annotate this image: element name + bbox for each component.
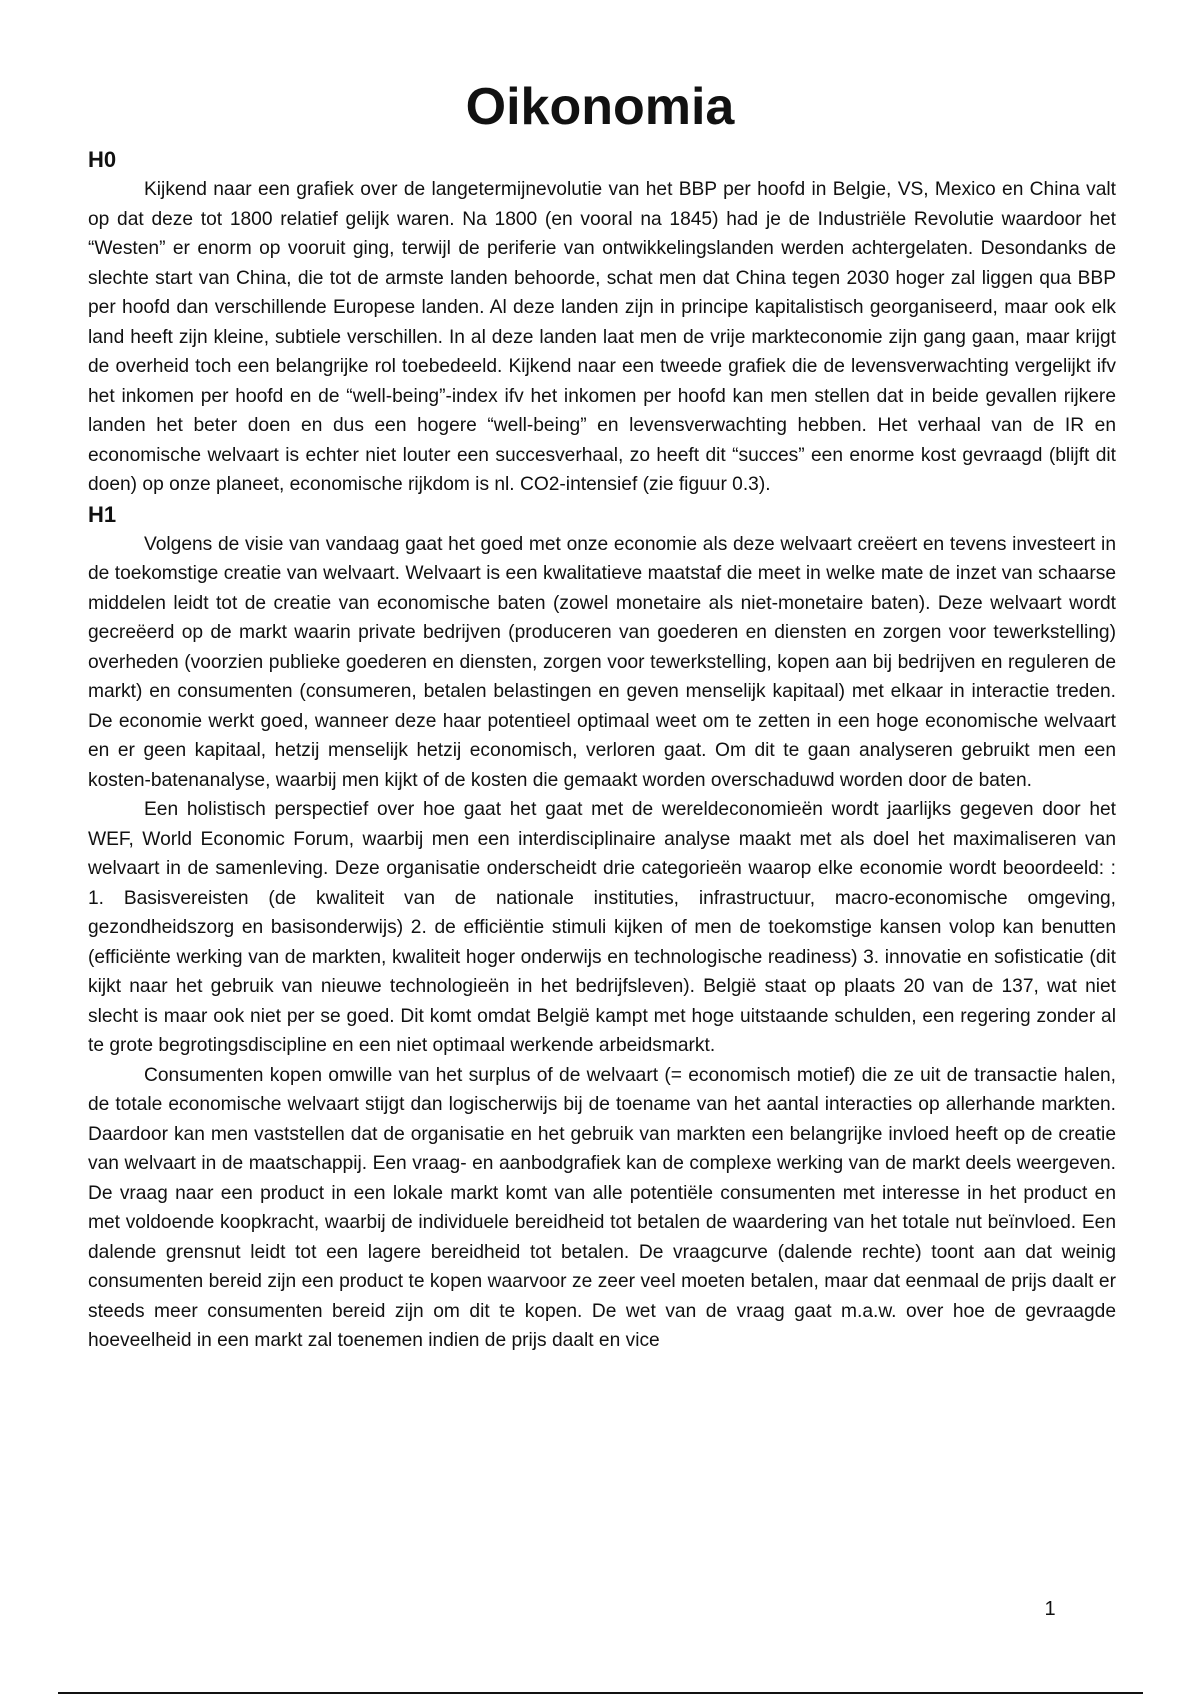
- section-heading: H1: [88, 501, 117, 527]
- paragraph: Kijkend naar een grafiek over de langetermijnevolutie van het BBP per hoofd in Belgie, VS, Mexico en China valt op dat deze tot 1800 relatief gelijk waren. Na 1800 (en vooral na 1845) had je de Industriële Revolutie waardoor het “Westen” er enorm op vooruit ging, terwijl de periferie van ontwikkelingslanden werden achtergelaten. Desondanks de slechte start van China, die tot de armste landen behoorde, schat men dat China tegen 2030 hoger zal liggen qua BBP per hoofd dan verschillende Europese landen. Al deze landen zijn in principe kapitalistisch georganiseerd, maar ook elk land heeft zijn kleine, subtiele verschillen. In al deze landen laat men de vrije markteconomie zijn gang gaan, maar krijgt de overheid toch een belangrijke rol toebedeeld. Kijkend naar een tweede grafiek die de levensverwachting vergelijkt ifv het inkomen per hoofd en de “well-being”-index ifv het inkomen per hoofd kan men stellen dat in beide gevallen rijkere landen het beter doen en dus een hogere “well-being” en levensverwachting hebben. Het verhaal van de IR en economische welvaart is echter niet louter een succesverhaal, zo heeft dit “succes” een enorme kost gevraagd (blijft dit doen) op onze planeet, economische rijkdom is nl. CO2-intensief (zie figuur 0.3).: [88, 179, 1116, 495]
- footer-divider: [58, 1692, 1143, 1694]
- document-body: [88, 145, 1116, 1356]
- paragraph: Volgens de visie van vandaag gaat het goed met onze economie als deze welvaart creëert en tevens investeert in de toekomstige creatie van welvaart. Welvaart is een kwalitatieve maatstaf die meet in welke mate de inzet van schaarse middelen leidt tot de creatie van economische baten (zowel monetaire als niet-monetaire baten). Deze welvaart wordt gecreëerd op de markt waarin private bedrijven (produceren van goederen en diensten en zorgen voor tewerkstelling) overheden (voorzien publieke goederen en diensten, zorgen voor tewerkstelling, kopen aan bij bedrijven en reguleren de markt) en consumenten (consumeren, betalen belastingen en geven menselijk kapitaal) met elkaar in interactie treden. De economie werkt goed, wanneer deze haar potentieel optimaal weet om te zetten in een hoge economische welvaart en er geen kapitaal, hetzij menselijk hetzij economisch, verloren gaat. Om dit te gaan analyseren gebruikt men een kosten-batenanalyse, waarbij men kijkt of de kosten die gemaakt worden overschaduwd worden door de baten.: [88, 533, 1116, 791]
- section-h1: [88, 500, 1116, 1356]
- section-h0: [88, 145, 1116, 500]
- document-title: Oikonomia: [465, 78, 735, 136]
- paragraph: Een holistisch perspectief over hoe gaat het gaat met de wereldeconomieën wordt jaarlijks gegeven door het WEF, World Economic Forum, waarbij men een interdisciplinaire analyse maakt met als doel het maximaliseren van welvaart in de samenleving. Deze organisatie onderscheidt drie categorieën waarop elke economie wordt beoordeeld: : 1. Basisvereisten (de kwaliteit van de nationale instituties, infrastructuur, macro-economische omgeving, gezondheidszorg en basisonderwijs) 2. de efficiëntie stimuli kijken of men de toekomstige kansen volop kan benutten (efficiënte werking van de markten, kwaliteit hoger onderwijs en technologische readiness) 3. innovatie en sofisticatie (dit kijkt naar het gebruik van nieuwe technologieën in het bedrijfsleven). België staat op plaats 20 van de 137, wat niet slecht is maar ook niet per se goed. Dit komt omdat België kampt met hoge uitstaande schulden, een regering zonder al te grote begrotingsdiscipline en een niet optimaal werkende arbeidsmarkt.: [88, 799, 1116, 1056]
- paragraph: Consumenten kopen omwille van het surplus of de welvaart (= economisch motief) die ze uit de transactie halen, de totale economische welvaart stijgt dan logischerwijs bij de toename van het aantal interacties op allerhande markten. Daardoor kan men vaststellen dat de organisatie en het gebruik van markten een belangrijke invloed heeft op de creatie van welvaart in de maatschappij. Een vraag- en aanbodgrafiek kan de complexe werking van de markt deels weergeven. De vraag naar een product in een lokale markt komt van alle potentiële consumenten met interesse in het product en met voldoende koopkracht, waarbij de individuele bereidheid tot betalen de waardering van het totale nut beïnvloed. Een dalende grensnut leidt tot een lagere bereidheid tot betalen. De vraagcurve (dalende rechte) toont aan dat weinig consumenten bereid zijn een product te kopen waarvoor ze zeer veel moeten betalen, maar dat eenmaal de prijs daalt er steeds meer consumenten bereid zijn om dit te kopen. De wet van de vraag gaat m.a.w. over hoe de gevraagde hoeveelheid in een markt zal toenemen indien de prijs daalt en vice: [88, 1064, 1116, 1351]
- page-number: 1: [1044, 1598, 1056, 1620]
- section-heading: H0: [88, 147, 117, 172]
